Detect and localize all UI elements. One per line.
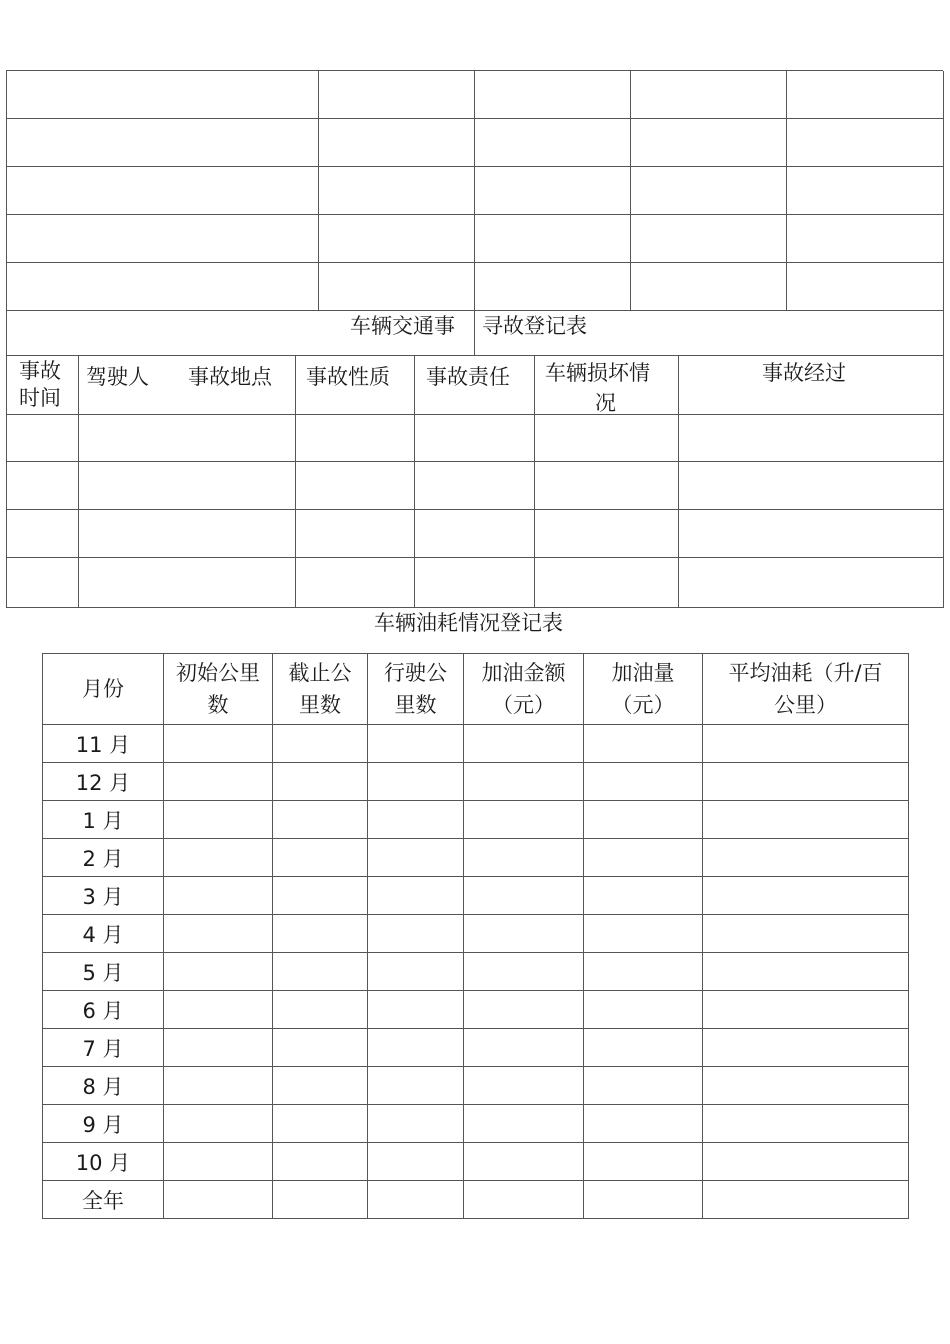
accident-title-part2: 寻故登记表 <box>482 314 587 338</box>
month-cell: 6 月 <box>43 991 164 1029</box>
data-cell <box>164 1143 273 1181</box>
top-grid-cell <box>319 119 475 167</box>
table-row <box>43 1105 909 1143</box>
accident-title-part1: 车辆交通事 <box>350 314 455 338</box>
data-cell <box>584 915 703 953</box>
top-grid-cell <box>631 167 787 215</box>
data-cell <box>273 763 368 801</box>
top-grid-cell <box>787 263 944 311</box>
data-cell <box>584 763 703 801</box>
table-row <box>43 991 909 1029</box>
data-cell <box>703 915 909 953</box>
data-cell <box>273 725 368 763</box>
top-grid-cell <box>475 71 631 119</box>
data-cell <box>584 1029 703 1067</box>
data-cell <box>464 725 584 763</box>
data-cell <box>464 1143 584 1181</box>
data-cell <box>164 839 273 877</box>
top-grid-cell <box>319 167 475 215</box>
fuel-header-row <box>43 654 909 725</box>
data-cell <box>703 1105 909 1143</box>
header-responsibility: 事故责任 <box>426 365 510 389</box>
data-cell <box>273 839 368 877</box>
data-cell <box>273 915 368 953</box>
header-damage-line2: 况 <box>595 391 616 415</box>
top-grid-cell <box>475 119 631 167</box>
table-row <box>43 877 909 915</box>
data-cell <box>368 1067 464 1105</box>
top-grid-cell <box>631 263 787 311</box>
top-grid-cell <box>631 119 787 167</box>
data-cell <box>703 877 909 915</box>
table-row <box>43 915 909 953</box>
data-cell <box>368 763 464 801</box>
header-avg-consumption: 平均油耗（升/百 公里） <box>703 654 909 725</box>
data-cell <box>464 1067 584 1105</box>
data-cell <box>164 953 273 991</box>
table-row <box>43 725 909 763</box>
data-cell <box>273 1143 368 1181</box>
month-cell: 11 月 <box>43 725 164 763</box>
fuel-table <box>42 653 909 1219</box>
table-row <box>43 1181 909 1219</box>
data-cell <box>703 1067 909 1105</box>
data-cell <box>703 839 909 877</box>
table-row <box>43 1029 909 1067</box>
month-cell: 5 月 <box>43 953 164 991</box>
data-cell <box>464 915 584 953</box>
data-cell <box>273 953 368 991</box>
month-cell: 全年 <box>43 1181 164 1219</box>
data-cell <box>464 1029 584 1067</box>
month-cell: 9 月 <box>43 1105 164 1143</box>
table-row <box>43 801 909 839</box>
top-grid-cell <box>319 263 475 311</box>
data-cell <box>584 839 703 877</box>
data-cell <box>164 1067 273 1105</box>
data-cell <box>164 763 273 801</box>
top-grid-cell <box>7 167 319 215</box>
data-cell <box>164 1029 273 1067</box>
data-cell <box>464 991 584 1029</box>
data-cell <box>273 1067 368 1105</box>
top-grid-cell <box>787 167 944 215</box>
top-grid-cell <box>7 215 319 263</box>
data-cell <box>273 801 368 839</box>
data-cell <box>164 801 273 839</box>
data-cell <box>703 763 909 801</box>
data-cell <box>584 1105 703 1143</box>
top-grid-cell <box>475 215 631 263</box>
data-cell <box>368 1029 464 1067</box>
data-cell <box>164 1105 273 1143</box>
data-cell <box>703 1143 909 1181</box>
top-grid-cell <box>319 71 475 119</box>
table-row <box>43 1143 909 1181</box>
data-cell <box>368 725 464 763</box>
header-location: 事故地点 <box>188 365 272 389</box>
data-cell <box>584 801 703 839</box>
data-cell <box>368 1105 464 1143</box>
header-fuel-volume: 加油量 （元） <box>584 654 703 725</box>
header-month: 月份 <box>43 654 164 725</box>
data-cell <box>368 991 464 1029</box>
data-cell <box>703 953 909 991</box>
data-cell <box>273 1181 368 1219</box>
month-cell: 12 月 <box>43 763 164 801</box>
top-grid-cell <box>475 263 631 311</box>
top-grid-cell <box>631 71 787 119</box>
month-cell: 7 月 <box>43 1029 164 1067</box>
data-cell <box>703 991 909 1029</box>
header-damage-line1: 车辆损坏情 <box>545 361 650 385</box>
data-cell <box>703 1029 909 1067</box>
top-grid-cell <box>787 215 944 263</box>
top-grid-cell <box>475 167 631 215</box>
header-end-km: 截止公 里数 <box>273 654 368 725</box>
data-cell <box>273 1105 368 1143</box>
data-cell <box>703 725 909 763</box>
header-fuel-amount: 加油金额 （元） <box>464 654 584 725</box>
month-cell: 4 月 <box>43 915 164 953</box>
data-cell <box>164 877 273 915</box>
data-cell <box>368 953 464 991</box>
top-grid-cell <box>7 71 319 119</box>
header-driver: 驾驶人 <box>86 365 149 389</box>
data-cell <box>273 991 368 1029</box>
table-row <box>43 953 909 991</box>
data-cell <box>464 1105 584 1143</box>
data-cell <box>164 915 273 953</box>
header-nature: 事故性质 <box>306 365 390 389</box>
top-grid-cell <box>7 119 319 167</box>
top-empty-grid <box>6 70 943 310</box>
month-cell: 8 月 <box>43 1067 164 1105</box>
data-cell <box>368 1181 464 1219</box>
data-cell <box>464 953 584 991</box>
header-process: 事故经过 <box>762 361 846 385</box>
data-cell <box>464 1181 584 1219</box>
header-start-km: 初始公里 数 <box>164 654 273 725</box>
table-row <box>43 839 909 877</box>
top-grid-cell <box>7 263 319 311</box>
data-cell <box>368 915 464 953</box>
data-cell <box>584 1143 703 1181</box>
data-cell <box>584 877 703 915</box>
data-cell <box>464 839 584 877</box>
month-cell: 1 月 <box>43 801 164 839</box>
data-cell <box>464 801 584 839</box>
top-grid-cell <box>787 119 944 167</box>
fuel-title: 车辆油耗情况登记表 <box>374 611 563 635</box>
data-cell <box>703 801 909 839</box>
data-cell <box>164 991 273 1029</box>
top-grid-cell <box>319 215 475 263</box>
table-row <box>43 1067 909 1105</box>
accident-table <box>6 310 943 607</box>
data-cell <box>584 1067 703 1105</box>
data-cell <box>464 877 584 915</box>
data-cell <box>584 725 703 763</box>
data-cell <box>273 877 368 915</box>
month-cell: 3 月 <box>43 877 164 915</box>
data-cell <box>584 991 703 1029</box>
table-row <box>43 763 909 801</box>
data-cell <box>164 1181 273 1219</box>
month-cell: 10 月 <box>43 1143 164 1181</box>
data-cell <box>584 953 703 991</box>
month-cell: 2 月 <box>43 839 164 877</box>
data-cell <box>368 801 464 839</box>
data-cell <box>368 1143 464 1181</box>
header-accident-time-line2: 时间 <box>19 386 61 410</box>
header-driven-km: 行驶公 里数 <box>368 654 464 725</box>
data-cell <box>368 839 464 877</box>
data-cell <box>584 1181 703 1219</box>
data-cell <box>464 763 584 801</box>
data-cell <box>164 725 273 763</box>
top-grid-cell <box>631 215 787 263</box>
data-cell <box>368 877 464 915</box>
data-cell <box>703 1181 909 1219</box>
header-accident-time-line1: 事故 <box>19 359 61 383</box>
top-grid-cell <box>787 71 944 119</box>
data-cell <box>273 1029 368 1067</box>
